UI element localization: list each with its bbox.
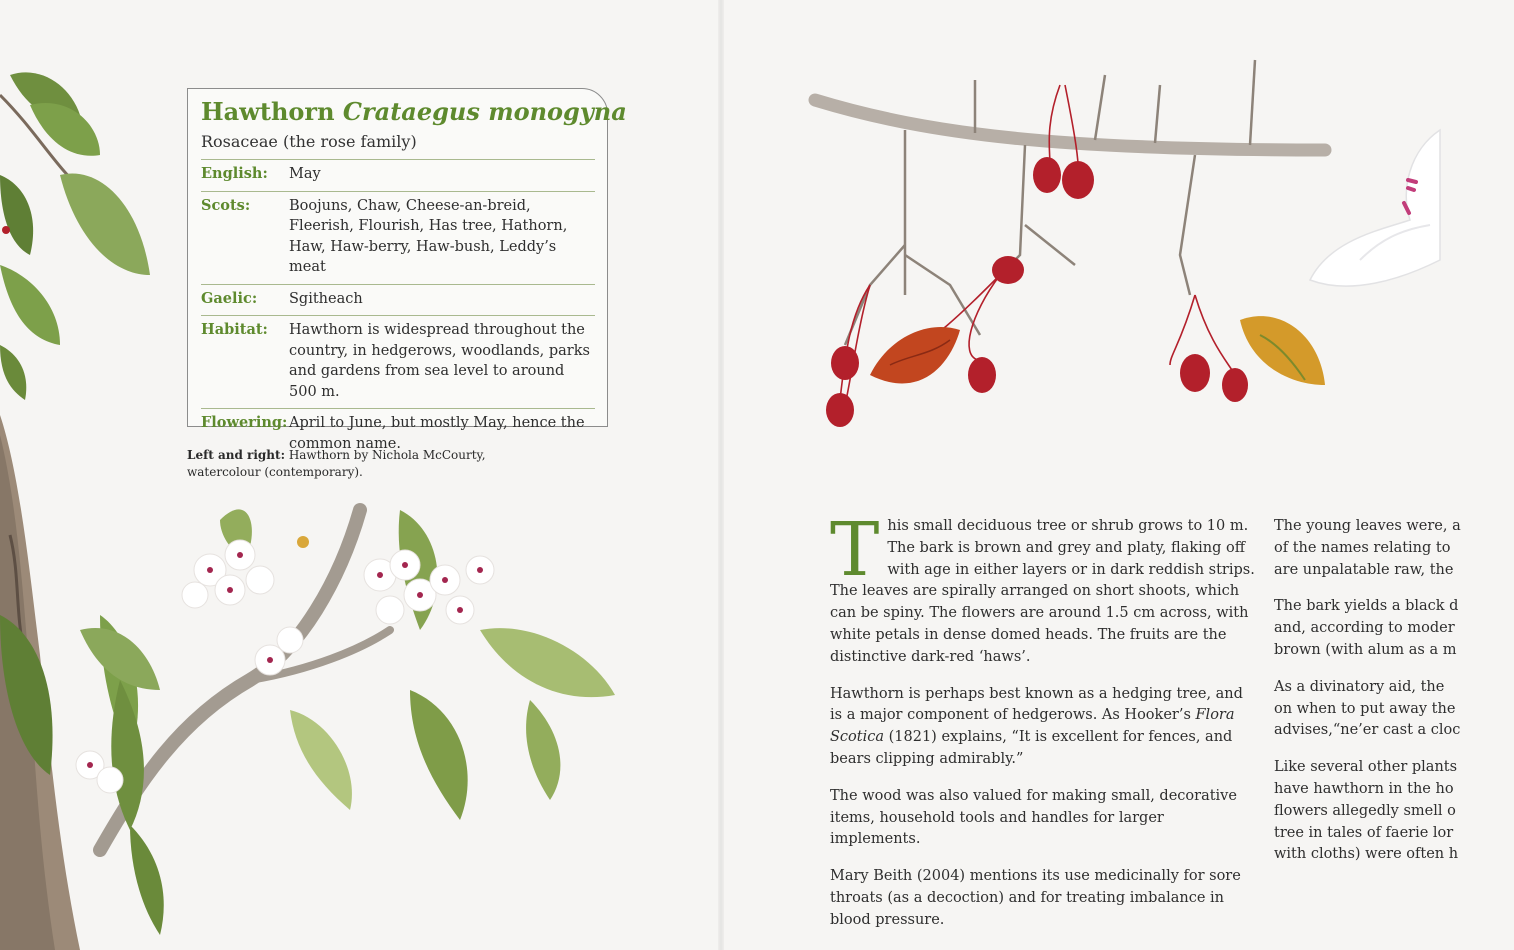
info-row-gaelic (201, 285, 595, 317)
text-line: The young leaves were, a (1274, 518, 1461, 534)
info-value: Hawthorn is widespread throughout the country, in hedgerows, woodlands, parks and gardens from sea level to around 500 m. (289, 322, 590, 400)
text-line: Like several other plants (1274, 759, 1458, 776)
text-line: advises,“ne’er cast a cloc (1274, 722, 1461, 739)
info-value: Sgitheach (289, 290, 363, 307)
info-rows (201, 159, 595, 460)
book-title: Flora Scotica (830, 707, 1235, 746)
body-paragraph-3: The wood was also valued for making small, decorative items, household tools and handles for larger implements. (830, 787, 1237, 848)
body-paragraph-5 (1274, 516, 1514, 581)
paragraph-text: (1821) explains, “It is excellent for fences, and bears clipping admirably.” (830, 729, 1233, 767)
info-row-habitat (201, 316, 595, 409)
info-value: Boojuns, Chaw, Cheese-an-breid, Fleerish, Flourish, Has tree, Hathorn, Haw, Haw-berry, Haw-bush, Leddy’s meat (289, 197, 568, 275)
text-line: tree in tales of faerie lor (1274, 824, 1454, 841)
body-paragraph-7 (1274, 677, 1514, 742)
family-name: Rosaceae (the rose family) (201, 132, 417, 151)
body-paragraph-2 (830, 684, 1256, 771)
drop-cap: T (830, 507, 880, 593)
info-label: Scots: (201, 196, 251, 214)
common-name: Hawthorn (201, 97, 335, 126)
species-info-box (187, 88, 627, 452)
caption-text: Hawthorn by Nichola McCourty, watercolour (contemporary). (187, 448, 486, 479)
info-value: May (289, 166, 321, 182)
text-line: are unpalatable raw, the (1274, 561, 1454, 578)
hawthorn-flower-illustration (1300, 130, 1440, 310)
species-title (201, 97, 627, 127)
paragraph-text: his small deciduous tree or shrub grows to 10 m. The bark is brown and grey and platy, flaking off with age in either layers or in dark reddish strips. The leaves are spirally arranged on short shoots, which can be spiny. The flowers are around 1.5 cm across, with white petals in dense domed heads. The fruits are the distinctive dark-red ‘haws’. (830, 518, 1255, 665)
hawthorn-haws-illustration (810, 55, 1335, 445)
text-line: The bark yields a black d (1274, 598, 1459, 615)
text-line: As a divinatory aid, the (1274, 678, 1445, 695)
text-line: flowers allegedly smell o (1274, 802, 1456, 819)
paragraph-text: Hawthorn is perhaps best known as a hedging tree, and is a major component of hedgerows. As Hooker’s (830, 685, 1243, 724)
info-label: English: (201, 165, 268, 182)
body-column-2 (1274, 516, 1514, 881)
info-label: Gaelic: (201, 289, 258, 307)
info-row-english (201, 160, 595, 192)
text-line: have hawthorn in the ho (1274, 780, 1454, 797)
hawthorn-blossom-illustration (60, 480, 620, 860)
text-line: of the names relating to (1274, 539, 1451, 556)
text-line: brown (with alum as a m (1274, 641, 1457, 658)
text-line: with cloths) were often h (1274, 846, 1459, 863)
info-label: Flowering: (201, 414, 288, 431)
illustration-caption (187, 447, 487, 481)
text-line: and, according to moder (1274, 620, 1455, 637)
body-paragraph-8 (1274, 757, 1514, 866)
info-row-scots (201, 192, 595, 285)
caption-lead: Left and right: (187, 448, 285, 462)
info-value: April to June, but mostly May, hence the common name. (289, 415, 585, 452)
latin-name: Crataegus monogyna (342, 97, 627, 126)
page-gutter (718, 0, 724, 950)
info-label: Habitat: (201, 321, 268, 338)
text-line: on when to put away the (1274, 700, 1456, 717)
body-paragraph-4: Mary Beith (2004) mentions its use medicinally for sore throats (as a decoction) and for treating imbalance in blood pressure. (830, 868, 1241, 928)
body-column-1 (830, 507, 1256, 947)
body-paragraph-6 (1274, 596, 1514, 661)
body-paragraph-1 (830, 507, 1256, 669)
